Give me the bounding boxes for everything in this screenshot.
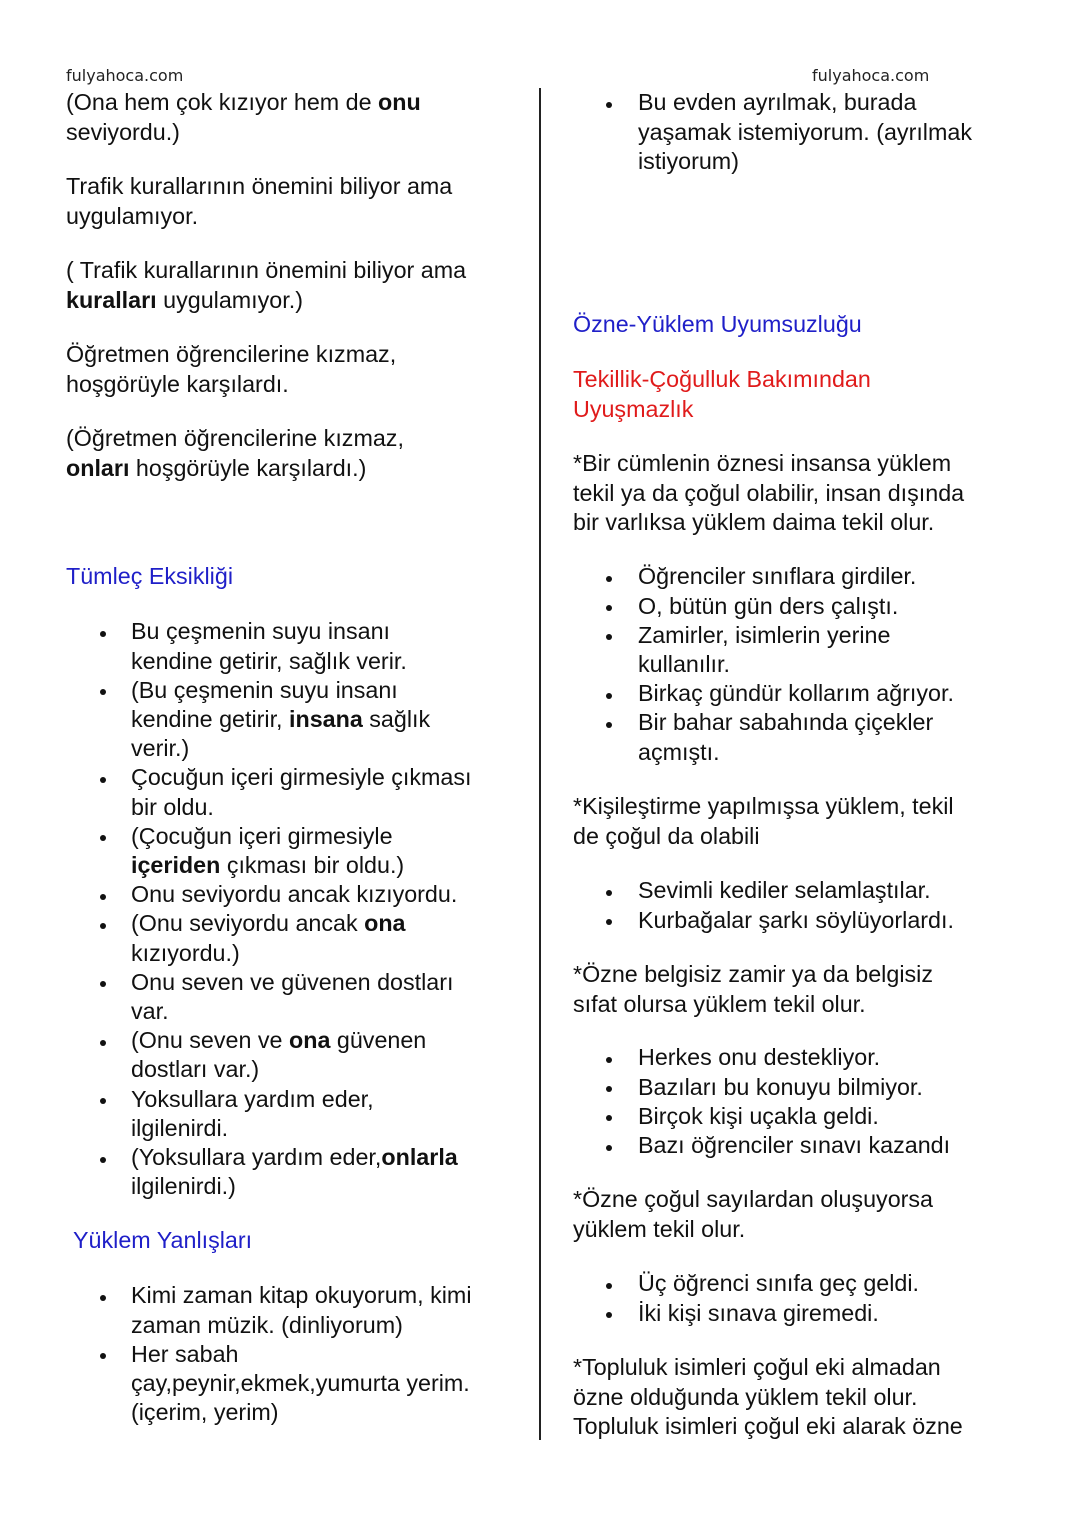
text-segment: *Bir cümlenin öznesi insansa yüklem <box>573 450 952 477</box>
paragraph-line <box>573 792 954 821</box>
text-segment: kendine getirir, sağlık verir. <box>131 647 407 674</box>
bold-text: insana <box>289 706 363 732</box>
text-segment: Bazıları bu konuyu bilmiyor. <box>638 1073 923 1100</box>
text-segment: sıfat olursa yüklem tekil olur. <box>573 990 866 1017</box>
text-segment: Birçok kişi uçakla geldi. <box>638 1102 879 1129</box>
text-segment: yüklem tekil olur. <box>573 1215 746 1242</box>
text-segment: Kurbağalar şarkı söylüyorlardı. <box>638 906 954 933</box>
text-segment: Herkes onu destekliyor. <box>638 1044 881 1071</box>
text-segment: Kimi zaman kitap okuyorum, kimi <box>131 1282 472 1309</box>
paragraph-line <box>573 822 760 851</box>
paragraph-line <box>573 1185 933 1214</box>
bullet-icon <box>606 1145 612 1151</box>
bullet-icon <box>100 689 106 695</box>
text-segment: Yoksullara yardım eder, <box>131 1085 374 1112</box>
paragraph-line <box>573 508 934 537</box>
list-item-line <box>131 1114 228 1143</box>
list-item-line <box>131 1172 236 1201</box>
bold-text: onlarla <box>381 1144 458 1170</box>
text-segment: kendine getirir, <box>131 706 289 732</box>
paragraph-line <box>66 370 289 399</box>
paragraph-line <box>66 202 198 231</box>
text-segment: (Öğretmen öğrencilerine kızmaz, <box>66 425 404 452</box>
list-item-line <box>638 621 890 650</box>
list-item-line <box>638 1299 879 1328</box>
list-item-line <box>131 705 430 734</box>
bullet-icon <box>606 919 612 925</box>
text-segment: Bu çeşmenin suyu insanı <box>131 618 390 645</box>
list-item-line <box>131 1281 472 1310</box>
text-segment: Bazı öğrenciler sınavı kazandı <box>638 1132 951 1158</box>
list-item-line <box>638 592 898 621</box>
paragraph-line <box>573 1383 918 1412</box>
list-item-line <box>131 676 398 705</box>
bullet-icon <box>606 1312 612 1318</box>
list-item-line <box>131 1085 374 1114</box>
text-segment: bir varlıksa yüklem daima tekil olur. <box>573 508 935 535</box>
text-segment: *Özne çoğul sayılardan oluşuyorsa <box>573 1186 934 1213</box>
text-segment: istiyorum) <box>638 147 739 174</box>
section-heading <box>573 310 862 339</box>
text-segment: uygulamıyor.) <box>156 286 303 313</box>
section-heading <box>73 1226 252 1255</box>
text-segment: var. <box>131 998 169 1024</box>
list-item-line <box>638 562 916 591</box>
text-segment: kullanılır. <box>638 651 730 677</box>
bullet-icon <box>100 1353 106 1359</box>
bullet-icon <box>606 1086 612 1092</box>
bullet-icon <box>100 923 106 929</box>
text-segment: Trafik kurallarının önemini biliyor ama <box>66 173 453 200</box>
text-segment: Bu evden ayrılmak, burada <box>638 89 917 116</box>
text-segment: bir oldu. <box>131 793 214 820</box>
text-segment: Birkaç gündür kollarım ağrıyor. <box>638 680 954 707</box>
text-segment: (Ona hem çok kızıyor hem de <box>66 89 379 116</box>
text-segment: ilgilenirdi.) <box>131 1173 236 1200</box>
text-segment: özne olduğunda yüklem tekil olur. <box>573 1383 918 1410</box>
text-segment: *Topluluk isimleri çoğul eki almadan <box>573 1354 941 1381</box>
list-item-line <box>638 876 931 905</box>
bullet-icon <box>606 634 612 640</box>
text-segment: Sevimli kediler selamlaştılar. <box>638 877 931 904</box>
paragraph-line <box>573 449 951 478</box>
text-segment: (Yoksullara yardım eder, <box>131 1144 382 1170</box>
bullet-icon <box>100 1040 106 1046</box>
text-segment: (Onu seviyordu ancak <box>131 910 365 937</box>
list-item-line <box>638 906 954 935</box>
list-item-line <box>131 793 214 822</box>
bullet-icon <box>606 722 612 728</box>
text-segment: de çoğul da olabili <box>573 822 760 849</box>
list-item-line <box>131 1369 470 1398</box>
list-item-line <box>638 1102 879 1131</box>
text-segment: Çocuğun içeri girmesiyle çıkması <box>131 764 472 791</box>
paragraph-line <box>573 990 866 1019</box>
text-segment: Onu seven ve güvenen dostları <box>131 968 454 995</box>
bullet-icon <box>606 605 612 611</box>
list-item-line <box>131 939 240 968</box>
bullet-icon <box>100 1295 106 1301</box>
text-segment: Öğretmen öğrencilerine kızmaz, <box>66 341 397 368</box>
text-segment: Her sabah <box>131 1340 239 1367</box>
text-segment: sağlık <box>362 706 431 732</box>
paragraph-line <box>66 256 466 285</box>
bullet-icon <box>606 1115 612 1121</box>
list-item-line <box>638 147 739 176</box>
text-segment: çay,peynir,ekmek,yumurta yerim. <box>131 1370 470 1396</box>
bullet-icon <box>606 1057 612 1063</box>
list-item-line <box>638 1073 923 1102</box>
text-segment: (içerim, yerim) <box>131 1399 279 1426</box>
text-segment: Topluluk isimleri çoğul eki alarak özne <box>573 1412 963 1439</box>
paragraph-line <box>573 1412 963 1441</box>
text-segment: ( Trafik kurallarının önemini biliyor ama <box>66 257 467 284</box>
text-segment: O, bütün gün ders çalıştı. <box>638 592 899 619</box>
bullet-icon <box>606 890 612 896</box>
text-segment: kızıyordu.) <box>131 939 240 966</box>
list-item-line <box>131 968 453 997</box>
list-item-line <box>638 118 972 147</box>
bold-text: ona <box>364 910 406 937</box>
text-segment: Bir bahar sabahında çiçekler <box>638 709 934 736</box>
list-item-line <box>131 1143 458 1172</box>
text-segment: *Kişileştirme yapılmışsa yüklem, tekil <box>573 793 954 820</box>
text-segment: ilgilenirdi. <box>131 1114 229 1141</box>
paragraph-line <box>66 424 404 453</box>
text-segment: çıkması bir oldu.) <box>220 852 405 878</box>
bullet-icon <box>100 631 106 637</box>
section-heading <box>573 365 871 394</box>
list-item-line <box>131 763 472 792</box>
list-item-line <box>131 851 404 880</box>
column-divider <box>539 88 541 1440</box>
bold-text: ona <box>288 1027 331 1054</box>
bullet-icon <box>100 981 106 987</box>
section-heading <box>66 562 233 591</box>
text-segment: hoşgörüyle karşılardı.) <box>129 454 367 481</box>
text-segment: Onu seviyordu ancak kızıyordu. <box>131 881 458 908</box>
bullet-icon <box>606 576 612 582</box>
text-segment: Öğrenciler sınıflara girdiler. <box>638 563 917 590</box>
list-item-line <box>131 647 407 676</box>
text-segment: hoşgörüyle karşılardı. <box>66 370 289 397</box>
text-segment: Tümleç Eksikliği <box>66 563 233 590</box>
site-name-left: fulyahoca.com <box>66 66 184 85</box>
list-item-line <box>131 734 189 763</box>
list-item-line <box>131 1026 426 1055</box>
bullet-icon <box>100 894 106 900</box>
paragraph-line <box>573 960 933 989</box>
text-segment: Tekillik-Çoğulluk Bakımından <box>573 366 871 393</box>
text-segment: *Özne belgisiz zamir ya da belgisiz <box>573 961 933 988</box>
text-segment: (Bu çeşmenin suyu insanı <box>131 676 398 703</box>
text-segment: (Onu seven ve <box>131 1027 289 1054</box>
bullet-icon <box>606 693 612 699</box>
text-segment: Üç öğrenci sınıfa geç geldi. <box>638 1270 920 1297</box>
paragraph-line <box>66 172 452 201</box>
text-segment: verir.) <box>131 735 190 762</box>
text-segment: uygulamıyor. <box>66 202 199 229</box>
site-name-right: fulyahoca.com <box>812 66 930 85</box>
bullet-icon <box>606 1283 612 1289</box>
list-item-line <box>638 679 954 708</box>
text-segment: yaşamak istemiyorum. (ayrılmak <box>638 118 972 145</box>
text-segment: Yüklem Yanlışları <box>73 1227 253 1254</box>
paragraph-line <box>66 286 303 315</box>
paragraph-line <box>66 88 421 117</box>
list-item-line <box>638 1269 919 1298</box>
bold-text: onu <box>378 89 421 116</box>
list-item-line <box>131 909 406 938</box>
list-item-line <box>131 1340 239 1369</box>
paragraph-line <box>573 479 964 508</box>
paragraph-line <box>573 1215 745 1244</box>
text-segment: Uyuşmazlık <box>573 395 694 422</box>
text-segment: güvenen <box>330 1027 427 1054</box>
text-segment: İki kişi sınava giremedi. <box>638 1299 879 1326</box>
list-item-line <box>131 1055 259 1084</box>
section-heading <box>573 395 693 424</box>
list-item-line <box>638 1131 950 1160</box>
paragraph-line <box>573 1353 941 1382</box>
text-segment: tekil ya da çoğul olabilir, insan dışında <box>573 479 965 506</box>
bold-text: içeriden <box>131 852 221 878</box>
list-item-line <box>638 650 730 679</box>
list-item-line <box>131 617 390 646</box>
list-item-line <box>638 708 933 737</box>
text-segment: Zamirler, isimlerin yerine <box>638 621 891 648</box>
paragraph-line <box>66 340 396 369</box>
bullet-icon <box>100 1098 106 1104</box>
list-item-line <box>131 1311 403 1340</box>
list-item-line <box>638 88 916 117</box>
list-item-line <box>131 822 393 851</box>
bullet-icon <box>100 777 106 783</box>
bullet-icon <box>100 835 106 841</box>
bullet-icon <box>606 102 612 108</box>
bold-text: onları <box>66 454 130 481</box>
bold-text: kuralları <box>66 286 157 313</box>
text-segment: (Çocuğun içeri girmesiyle <box>131 822 393 849</box>
text-segment: dostları var.) <box>131 1056 260 1083</box>
text-segment: zaman müzik. (dinliyorum) <box>131 1311 403 1338</box>
paragraph-line <box>66 118 180 147</box>
paragraph-line <box>66 454 366 483</box>
text-segment: açmıştı. <box>638 738 720 765</box>
bullet-icon <box>100 1157 106 1163</box>
list-item-line <box>131 997 169 1026</box>
list-item-line <box>131 880 457 909</box>
text-segment: seviyordu.) <box>66 118 180 145</box>
text-segment: Özne-Yüklem Uyumsuzluğu <box>573 311 862 338</box>
list-item-line <box>638 738 720 767</box>
list-item-line <box>131 1398 279 1427</box>
list-item-line <box>638 1043 880 1072</box>
